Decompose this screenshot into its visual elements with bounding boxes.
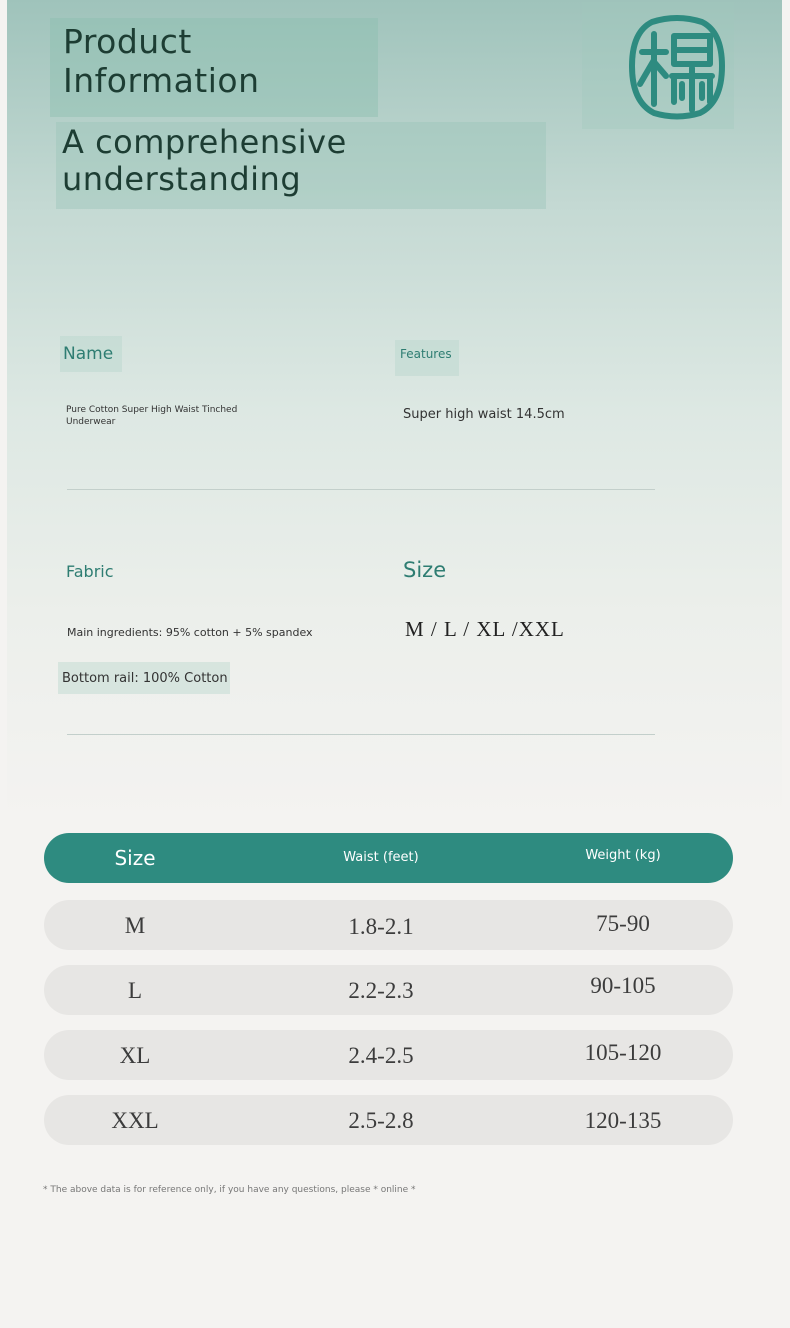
name-value — [66, 404, 237, 428]
row-weight: 75-90 — [596, 911, 650, 936]
row-size: L — [127, 978, 143, 1003]
bottom-rail-value: Bottom rail: 100% Cotton — [62, 671, 228, 686]
fabric-value: Main ingredients: 95% cotton + 5% spandex — [67, 626, 313, 639]
row-weight: 105-120 — [584, 1040, 662, 1065]
row-size: XXL — [111, 1108, 159, 1133]
page-title — [63, 22, 260, 100]
size-value: M / L / XL /XXL — [405, 617, 565, 641]
row-weight: 90-105 — [590, 973, 656, 998]
header-weight: Weight (kg) — [585, 848, 661, 863]
row-waist: 1.8-2.1 — [348, 914, 414, 939]
page-subtitle — [62, 124, 347, 198]
title-line-2: Information — [63, 61, 260, 100]
title-line-1: Product — [63, 22, 192, 61]
name-label: Name — [63, 344, 114, 364]
table-row — [44, 1095, 733, 1145]
row-size: M — [124, 913, 146, 938]
divider-2 — [67, 734, 655, 735]
subtitle-line-2: understanding — [62, 160, 302, 198]
size-label: Size — [403, 558, 447, 582]
table-row — [44, 1030, 733, 1080]
row-waist: 2.5-2.8 — [348, 1108, 414, 1133]
table-row — [44, 965, 733, 1015]
size-table-header — [44, 833, 733, 883]
cotton-seal-logo — [628, 12, 726, 120]
footnote: * The above data is for reference only, if you have any questions, please * online * — [43, 1185, 416, 1195]
features-value: Super high waist 14.5cm — [403, 407, 565, 422]
header-size: Size — [114, 846, 156, 870]
table-row — [44, 900, 733, 950]
divider-1 — [67, 489, 655, 490]
name-value-line-2: Underwear — [66, 417, 116, 427]
name-value-line-1: Pure Cotton Super High Waist Tinched — [66, 405, 238, 415]
subtitle-line-1: A comprehensive — [62, 123, 347, 161]
features-label: Features — [400, 347, 452, 361]
row-waist: 2.2-2.3 — [348, 978, 414, 1003]
header-waist: Waist (feet) — [343, 850, 419, 865]
fabric-label: Fabric — [66, 562, 114, 581]
row-weight: 120-135 — [584, 1108, 662, 1133]
row-waist: 2.4-2.5 — [348, 1043, 414, 1068]
row-size: XL — [119, 1043, 151, 1068]
